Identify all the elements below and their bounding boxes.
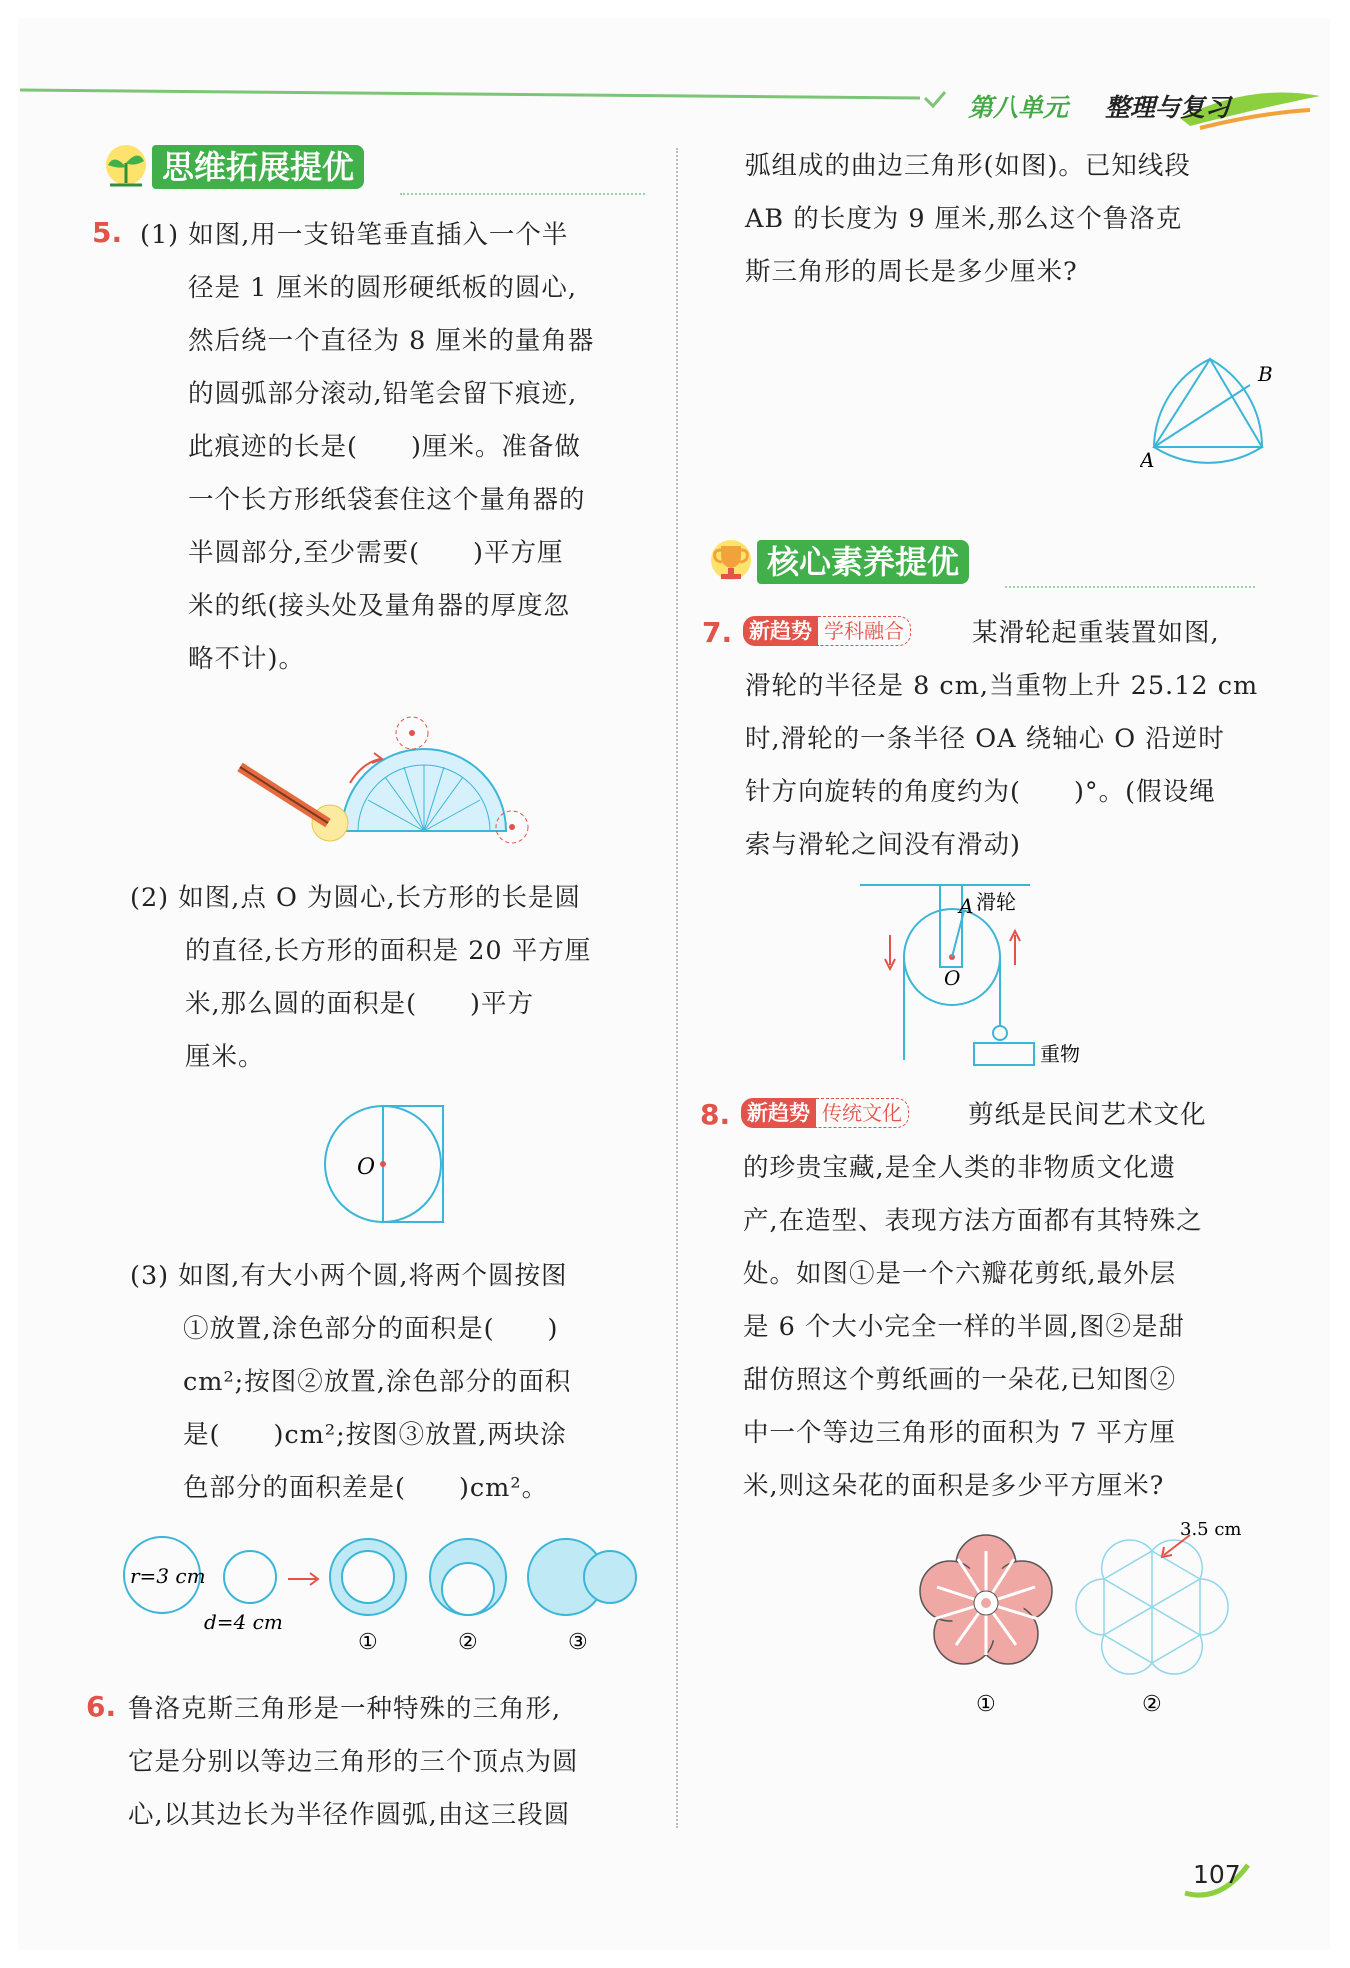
q6-cont-line: 弧组成的曲边三角形(如图)。已知线段 [745, 151, 1191, 181]
trophy-icon [705, 538, 757, 586]
radius-label: r=3 cm [130, 1564, 206, 1588]
q7-line: 索与滑轮之间没有滑动) [745, 830, 1021, 860]
fig-label: ① [358, 1630, 378, 1655]
q5-p1-line: 一个长方形纸袋套住这个量角器的 [188, 485, 586, 515]
q5-p2-line: (2) 如图,点 O 为圆心,长方形的长是圆 [130, 883, 582, 913]
unit-title: 整理与复习 [1105, 93, 1231, 122]
q5-p2-line: 的直径,长方形的面积是 20 平方厘 [185, 936, 592, 966]
q5-p2-line: 厘米。 [185, 1042, 265, 1072]
q6-line: 它是分别以等边三角形的三个顶点为圆 [128, 1747, 579, 1777]
point-o-label: O [944, 966, 961, 990]
q5-p3-line: (3) 如图,有大小两个圆,将两个圆按图 [130, 1261, 568, 1291]
question-number: 5. [92, 216, 123, 249]
q8-line: 是 6 个大小完全一样的半圆,图②是甜 [743, 1312, 1186, 1342]
fig-label: ① [976, 1692, 996, 1715]
q8-line: 中一个等边三角形的面积为 7 平方厘 [743, 1418, 1176, 1448]
point-a-label: A [959, 894, 974, 918]
fig-label: ② [458, 1630, 478, 1655]
point-b-label: B [1258, 362, 1273, 386]
q5-p1-line: 半圆部分,至少需要( )平方厘 [188, 538, 564, 568]
q6-line: 心,以其边长为半径作圆弧,由这三段圆 [128, 1800, 571, 1830]
page-number: 107 [1193, 1860, 1241, 1889]
q5-p1-line: 米的纸(接头处及量角器的厚度忽 [188, 591, 570, 621]
tag-primary: 新趋势 [743, 616, 818, 646]
q8-line: 处。如图①是一个六瓣花剪纸,最外层 [743, 1259, 1177, 1289]
tag-secondary: 学科融合 [818, 616, 911, 646]
fig-label: ③ [568, 1630, 588, 1655]
q5-p1-line: 径是 1 厘米的圆形硬纸板的圆心, [188, 273, 578, 303]
q5-p1-line: 然后绕一个直径为 8 厘米的量角器 [188, 326, 595, 356]
q5-p1-line: (1) 如图,用一支铅笔垂直插入一个半 [140, 220, 569, 250]
column-divider [676, 148, 678, 1828]
diameter-label: d=4 cm [204, 1610, 283, 1634]
q6-cont-line: AB 的长度为 9 厘米,那么这个鲁洛克 [745, 204, 1183, 234]
reuleaux-figure [1140, 355, 1280, 470]
q5-p3-line: cm²;按图②放置,涂色部分的面积 [183, 1367, 572, 1397]
flower-figure [900, 1515, 1280, 1715]
sprout-icon [100, 143, 152, 191]
q7-line: 针方向旋转的角度约为( )°。(假设绳 [745, 777, 1216, 807]
section-banner-left [100, 145, 364, 189]
banner-title: 思维拓展提优 [152, 145, 364, 189]
new-trend-tag [741, 1098, 909, 1128]
q5-p3-line: 色部分的面积差是( )cm²。 [183, 1473, 549, 1503]
banner-rule [400, 193, 645, 195]
q8-line: 剪纸是民间艺术文化 [968, 1100, 1207, 1130]
question-number: 8. [700, 1098, 731, 1131]
q7-line: 时,滑轮的一条半径 OA 绕轴心 O 沿逆时 [745, 724, 1225, 754]
banner-rule [1005, 586, 1255, 588]
question-number: 7. [702, 616, 733, 649]
pulley-figure [860, 875, 1100, 1085]
q5-p1-line: 的圆弧部分滚动,铅笔会留下痕迹, [188, 379, 578, 409]
circle-rectangle-figure [315, 1100, 455, 1230]
protractor-figure [230, 705, 550, 855]
q5-p1-line: 此痕迹的长是( )厘米。准备做 [188, 432, 581, 462]
banner-title: 核心素养提优 [757, 540, 969, 584]
q5-p3-line: ①放置,涂色部分的面积是( ) [183, 1314, 559, 1344]
weight-label: 重物 [1040, 1042, 1080, 1066]
q8-line: 的珍贵宝藏,是全人类的非物质文化遗 [743, 1153, 1177, 1183]
question-number: 6. [86, 1690, 117, 1723]
pulley-label: 滑轮 [976, 890, 1016, 914]
dimension-label: 3.5 cm [1180, 1519, 1242, 1540]
q6-line: 鲁洛克斯三角形是一种特殊的三角形, [128, 1694, 562, 1724]
q7-line: 某滑轮起重装置如图, [972, 618, 1220, 648]
center-label: O [357, 1155, 376, 1180]
q5-p2-line: 米,那么圆的面积是( )平方 [185, 989, 535, 1019]
point-a-label: A [1140, 448, 1155, 470]
q5-p1-line: 略不计)。 [188, 644, 305, 674]
tag-primary: 新趋势 [741, 1098, 816, 1128]
tag-secondary: 传统文化 [816, 1098, 909, 1128]
q6-cont-line: 斯三角形的周长是多少厘米? [745, 257, 1078, 287]
q7-line: 滑轮的半径是 8 cm,当重物上升 25.12 cm [745, 671, 1259, 701]
q8-line: 米,则这朵花的面积是多少平方厘米? [743, 1471, 1165, 1501]
q5-p3-line: 是( )cm²;按图③放置,两块涂 [183, 1420, 567, 1450]
two-circles-figure [118, 1535, 648, 1655]
unit-label: 第八单元 [968, 93, 1069, 122]
new-trend-tag [743, 616, 911, 646]
fig-label: ② [1142, 1692, 1162, 1715]
section-banner-right [705, 540, 969, 584]
q8-line: 产,在造型、表现方法方面都有其特殊之 [743, 1206, 1203, 1236]
q8-line: 甜仿照这个剪纸画的一朵花,已知图② [743, 1365, 1177, 1395]
